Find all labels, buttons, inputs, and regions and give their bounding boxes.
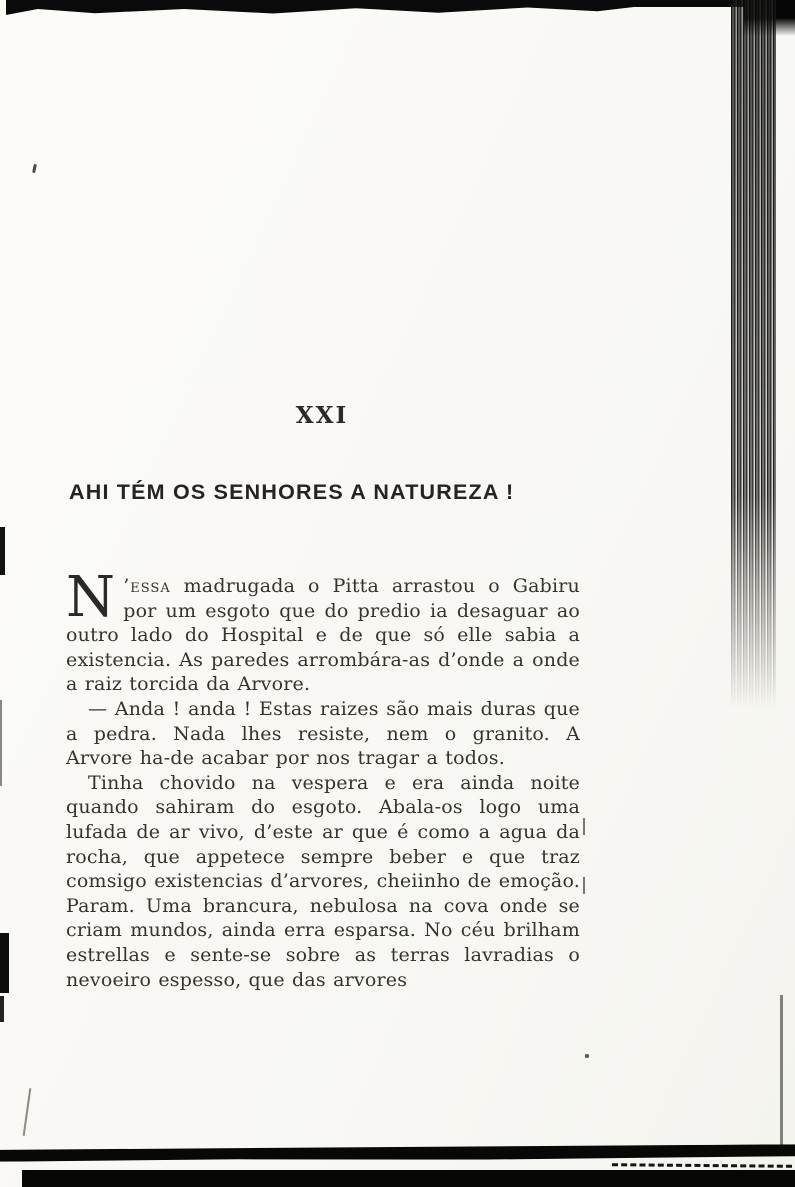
paragraph-text: — Anda ! anda ! Estas raizes são mais duras que a pedra. Nada lhes resiste, nem o granito. A Arvore ha-de acabar por nos tragar a todos. bbox=[66, 697, 580, 770]
scan-artifact-bottom-edge bbox=[22, 1170, 795, 1187]
paragraph bbox=[66, 771, 580, 992]
scan-artifact-bottom-dashes bbox=[612, 1163, 792, 1168]
scan-artifact-top-edge bbox=[6, 0, 642, 15]
scan-artifact-bottom-band bbox=[0, 1144, 795, 1161]
scan-artifact-stray-mark bbox=[32, 164, 37, 173]
scan-artifact-left-blob-small bbox=[0, 996, 4, 1022]
scan-artifact-margin-tick bbox=[583, 818, 585, 835]
scan-artifact-left-slash bbox=[23, 1088, 32, 1136]
chapter-title: AHI TÉM OS SENHORES A NATUREZA ! bbox=[69, 480, 515, 504]
scan-artifact-margin-tick bbox=[583, 877, 585, 894]
scan-artifact-left-line bbox=[0, 700, 2, 786]
paragraph-text: Tinha chovido na vespera e era ainda noite quando sahiram do esgoto. Abala-os logo uma lufada de ar vivo, d’este ar que é como a agua da rocha, que appetece sempre beber e que traz comsigo existencias d’arvores, cheiinho de emoção. Param. Uma brancura, nebulosa na cova onde se criam mundos, ainda erra esparsa. No céu brilham estrellas e sente-se sobre as terras lavradias o nevoeiro espesso, que das arvores bbox=[66, 771, 580, 991]
paragraph-text: madrugada o Pitta arrastou o Gabiru por um esgoto que do predio ia desaguar ao outro lado do Hospital e de que só elle sabia a existencia. As paredes arrombára-as d’onde a onde a raiz torcida da Arvore. bbox=[66, 575, 580, 696]
paragraph bbox=[66, 697, 580, 771]
scan-artifact-left-blob bbox=[0, 933, 9, 993]
body-text bbox=[66, 565, 580, 992]
chapter-number: XXI bbox=[295, 402, 349, 429]
drop-cap-letter: N bbox=[66, 565, 116, 630]
scan-artifact-speck bbox=[585, 1054, 589, 1058]
lead-in-word: ’essa bbox=[123, 575, 171, 597]
paragraph bbox=[66, 565, 580, 697]
scan-artifact-left-mark bbox=[0, 527, 5, 575]
scan-artifact-right-gutter bbox=[731, 0, 776, 708]
scan-artifact-right-edge-line bbox=[780, 995, 783, 1153]
